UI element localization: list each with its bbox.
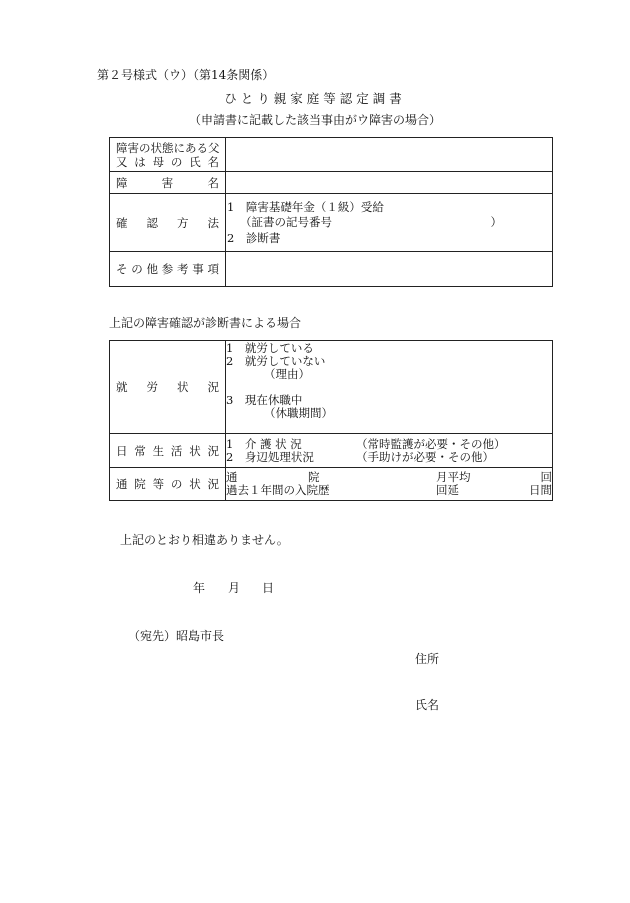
label-char: 況 [207,477,219,491]
confirmation-statement: 上記のとおり相違ありません。 [120,533,289,547]
label-char: 労 [146,380,158,394]
medical-certificate-table [109,340,553,501]
daily-self-care-note: （手助けが必要・その他） [356,449,494,464]
addressee: （宛先）昭島市長 [128,629,225,643]
confirmation-method-field [226,194,553,252]
hospital-visit-label-text [116,476,225,492]
daily-life-label [110,434,226,468]
disability-name-label [110,172,226,194]
form-subtitle: （申請書に記載した該当事由がウ障害の場合） [188,113,441,127]
label-char: 等 [152,477,165,491]
visit-row1-c: 月平均 [436,470,471,484]
label-char: 氏 [189,154,201,169]
parent-name-label-line1: 障害の状態にある父 [116,140,220,155]
label-char: 院 [134,477,146,491]
visit-row2-d: 日間 [529,483,552,497]
hospital-visit-label [110,468,226,501]
label-char: 常 [134,443,146,458]
method-item-pension: 1 障害基礎年金（１級）受給 [227,199,384,214]
label-char: 他 [146,262,158,276]
other-reference-label-text [116,261,225,277]
label-char: 名 [207,175,219,190]
work-leave-period: （休職期間） [264,406,333,420]
method-item-medical-certificate: 2 診断書 [227,230,281,245]
date-month: 月 [228,581,241,595]
label-char: そ [116,262,128,276]
work-status-label [110,341,226,434]
date-year: 年 [193,581,206,595]
work-status-field [226,341,553,434]
method-cert-close: ） [490,214,502,229]
hospital-visit-field [226,468,553,501]
certification-table [109,137,553,287]
daily-care-label: 1 介 護 状 況 [226,436,302,451]
method-cert-open: （証書の記号番号 [240,214,332,229]
disability-name-label-text [116,175,225,191]
visit-row1-b: 院 [308,470,320,484]
label-char: 母 [152,154,165,169]
label-char: 法 [207,215,219,230]
form-title: ひとり親家庭等認定調書 [224,91,406,106]
label-char: 項 [207,262,219,276]
label-char: 名 [207,154,219,169]
disability-name-field[interactable] [226,172,553,194]
label-char: 考 [177,262,189,276]
daily-life-label-text [116,443,225,459]
confirmation-method-label-text [116,215,225,231]
label-char: 障 [116,175,128,190]
visit-row1-d: 回 [540,470,552,484]
daily-self-care-label: 2 身辺処理状況 [226,449,314,464]
daily-item-self-care [226,451,552,464]
label-char: の [170,154,183,169]
other-reference-field[interactable] [226,252,553,287]
parent-name-label-line2 [116,155,225,169]
label-char: 通 [116,477,128,491]
name-label: 氏名 [415,698,440,712]
form-number: 第２号様式（ウ）（第14条関係） [97,68,275,82]
label-char: の [170,477,183,491]
address-label: 住所 [415,652,440,666]
label-char: 認 [146,215,158,230]
label-char: の [131,262,143,276]
work-item-not-employed: 2 就労していない [226,354,326,368]
confirmation-method-label [110,194,226,252]
work-item-employed: 1 就労している [226,341,314,355]
label-char: 就 [116,380,128,394]
label-char: 又 [116,154,128,169]
parent-name-field[interactable] [226,138,553,172]
other-reference-label [110,252,226,287]
label-char: 状 [189,443,201,458]
work-status-label-text [116,379,225,395]
label-char: 生 [152,443,165,458]
visit-row2-a: 過去１年間の入院歴 [226,483,330,497]
work-reason: （理由） [264,367,310,381]
label-char: 日 [116,443,128,458]
visit-row-hospitalization [226,484,552,497]
label-char: 事 [192,262,204,276]
visit-row2-c: 回延 [436,483,459,497]
work-item-on-leave: 3 現在休職中 [226,393,303,407]
label-char: 確 [116,215,128,230]
method-certificate-number [240,216,502,229]
label-char: は [134,154,146,169]
label-char: 害 [161,175,174,190]
label-char: 況 [207,380,219,394]
parent-name-label [110,138,226,172]
section-note: 上記の障害確認が診断書による場合 [109,316,302,330]
label-char: 方 [177,215,189,230]
daily-life-field [226,434,553,468]
visit-row1-a: 通 [226,470,238,484]
daily-care-note: （常時監護が必要・その他） [356,436,506,451]
label-char: 活 [170,443,183,458]
label-char: 況 [207,443,219,458]
label-char: 状 [177,380,189,394]
date-day: 日 [262,581,275,595]
label-char: 参 [161,262,174,276]
label-char: 状 [189,477,201,491]
